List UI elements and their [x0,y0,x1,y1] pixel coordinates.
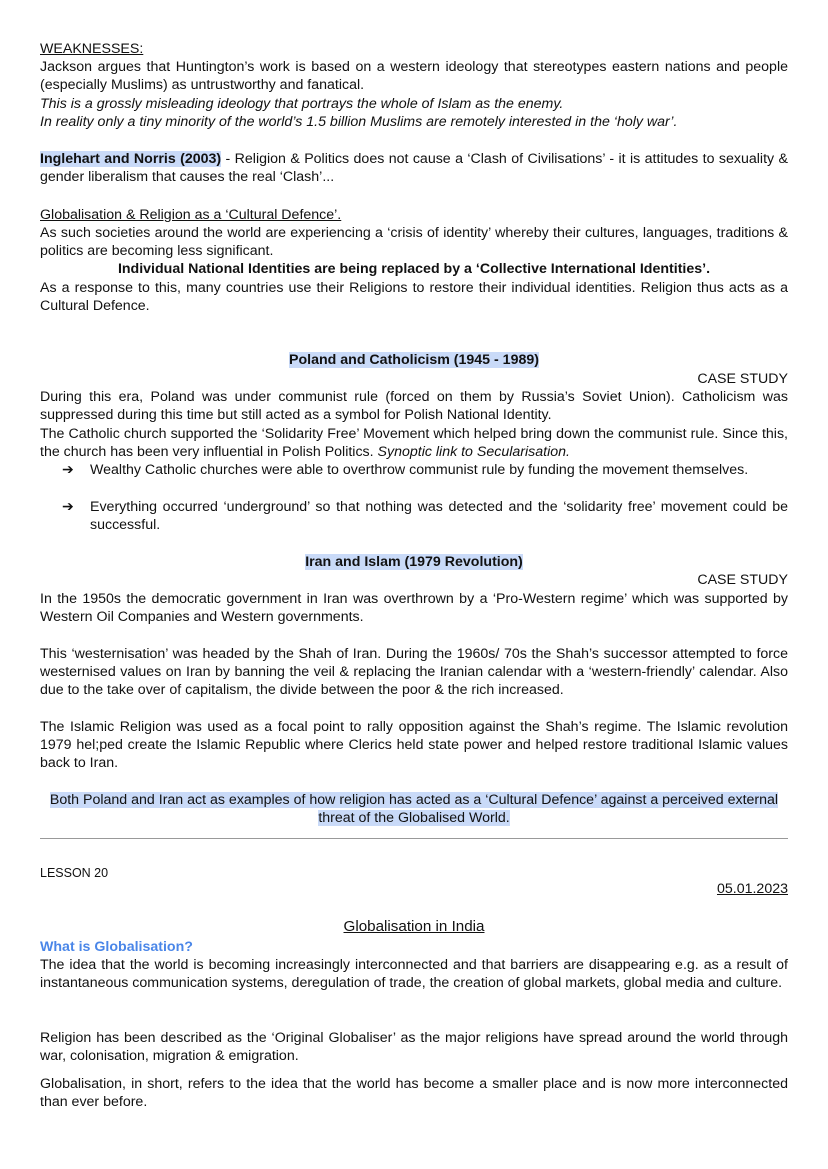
cultural-defence-heading: Globalisation & Religion as a ‘Cultural Defence’. [40,207,342,223]
what-is-heading: What is Globalisation? [40,939,193,955]
iran-title: Iran and Islam (1979 Revolution) [305,554,523,570]
poland-paragraph-2-text: The Catholic church supported the ‘Solidarity Free’ Movement which helped bring down the communist rule. Since this, the church has been very influential in Polish Politics. [40,426,788,461]
bullet-text: Wealthy Catholic churches were able to overthrow communist rule by funding the movement themselves. [90,462,749,478]
poland-bullet-1 [62,461,788,479]
lesson-label: LESSON 20 [40,866,109,880]
inglehart-name: Inglehart and Norris (2003) [40,151,222,167]
conclusion-text: Both Poland and Iran act as examples of how religion has acted as a ‘Cultural Defence’ against a perceived external threat of the Globalised World. [49,792,779,827]
inglehart-paragraph [40,150,788,186]
arrow-icon: ➔ [62,462,74,478]
iran-paragraph-2: This ‘westernisation’ was headed by the Shah of Iran. During the 1960s/ 70s the Shah’s successor attempted to force westernised values on Iran by banning the veil & replacing the Iranian calendar with a ‘western-friendly’ calendar. Also due to the take over of capitalism, the divide between the poor & the rich increased. [40,646,788,699]
arrow-icon: ➔ [62,499,74,515]
iran-paragraph-1: In the 1950s the democratic government in Iran was overthrown by a ‘Pro-Western regime’ which was supported by Western Oil Companies and Western governments. [40,591,788,626]
iran-paragraph-3: The Islamic Religion was used as a focal point to rally opposition against the Shah’s regime. The Islamic revolution 1979 hel;ped create the Islamic Republic where Clerics held state power and helped restore traditional Islamic values back to Iran. [40,719,788,772]
lesson-date: 05.01.2023 [716,881,788,897]
cultural-defence-bold-line: Individual National Identities are being replaced by a ‘Collective International Identities’. [117,261,711,277]
iran-title-wrap [40,553,788,571]
weaknesses-heading: WEAKNESSES: [40,41,144,57]
poland-title-wrap [40,351,788,369]
poland-paragraph-1: During this era, Poland was under communist rule (forced on them by Russia’s Soviet Union). Catholicism was suppressed during this time but still acted as a symbol for Polish National Identity. [40,389,788,424]
weaknesses-italic-1: This is a grossly misleading ideology that portrays the whole of Islam as the enemy. [40,96,564,112]
synoptic-link: Synoptic link to Secularisation. [377,444,570,461]
conclusion [48,791,780,827]
poland-bullet-2 [62,498,788,534]
section-divider [40,838,788,839]
what-is-paragraph-2: Religion has been described as the ‘Original Globaliser’ as the major religions have spread around the world through war, colonisation, migration & emigration. [40,1030,788,1065]
lesson-title: Globalisation in India [343,918,485,935]
inglehart-text: - Religion & Politics does not cause a ‘Clash of Civilisations’ - it is attitudes to sexuality & gender liberalism that causes the real ‘Clash’... [40,151,788,186]
poland-paragraph-2 [40,425,788,461]
poland-title: Poland and Catholicism (1945 - 1989) [289,352,539,368]
cultural-defence-paragraph-1: As such societies around the world are experiencing a ‘crisis of identity’ whereby their cultures, languages, traditions & politics are becoming less significant. [40,225,788,260]
weaknesses-italic-2: In reality only a tiny minority of the world’s 1.5 billion Muslims are remotely interested in the ‘holy war’. [40,114,678,130]
what-is-paragraph-1: The idea that the world is becoming increasingly interconnected and that barriers are disappearing e.g. as a result of instantaneous communication systems, deregulation of trade, the creation of global markets, global media and culture. [40,957,788,992]
weaknesses-paragraph: Jackson argues that Huntington’s work is based on a western ideology that stereotypes eastern nations and people (especially Muslims) as untrustworthy and fanatical. [40,59,788,94]
what-is-paragraph-3: Globalisation, in short, refers to the idea that the world has become a smaller place and is now more interconnected than ever before. [40,1076,788,1111]
iran-case-study-label: CASE STUDY [697,572,788,588]
bullet-text: Everything occurred ‘underground’ so that nothing was detected and the ‘solidarity free’ movement could be successful. [90,499,788,534]
poland-case-study-label: CASE STUDY [697,371,788,387]
cultural-defence-paragraph-2: As a response to this, many countries use their Religions to restore their individual identities. Religion thus acts as a Cultural Defence. [40,280,788,315]
